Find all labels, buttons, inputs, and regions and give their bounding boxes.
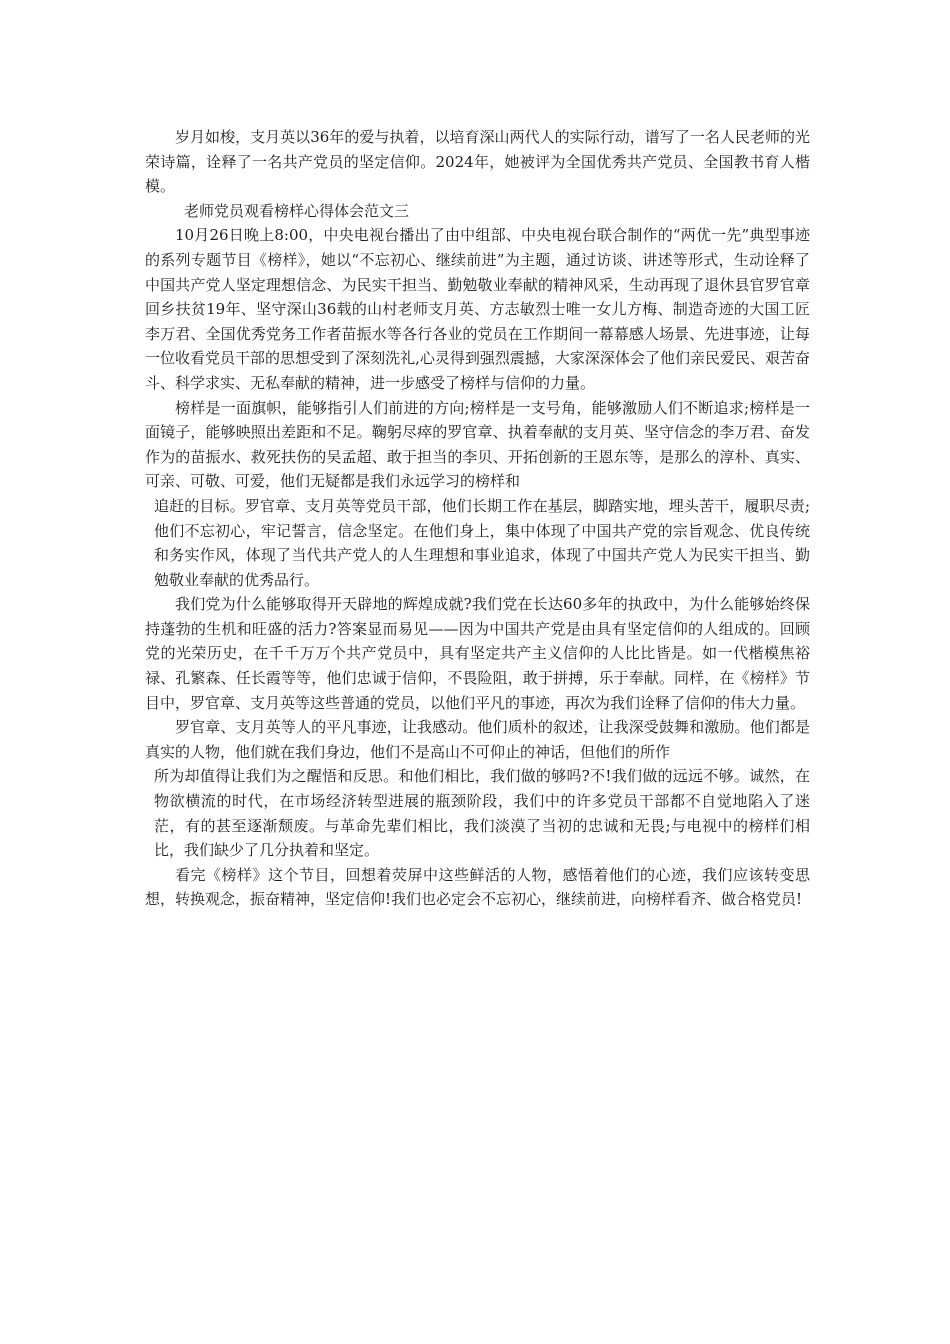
- document-body: [145, 125, 810, 912]
- section-heading: 老师党员观看榜样心得体会范文三: [184, 201, 410, 220]
- paragraph-conclusion: 看完《榜样》这个节目，回想着荧屏中这些鲜活的人物，感悟着他们的心迹，我们应该转变思想，转换观念，振奋精神，坚定信仰!我们也必定会不忘初心，继续前进，向榜样看齐、做合格党员!: [145, 865, 810, 909]
- paragraph-role-models: 榜样是一面旗帜，能够指引人们前进的方向;榜样是一支号角，能够激励人们不断追求;榜样是一面镜子，能够映照出差距和不足。鞠躬尽瘁的罗官章、执着奉献的支月英、坚守信念的李万君、奋发作为的苗振水、救死扶伤的吴孟超、敢于担当的李贝、开拓创新的王恩东等，是那么的淳朴、真实、可亲、可敬、可爱，他们无疑都是我们永远学习的榜样和: [145, 398, 810, 491]
- paragraph-intro: 岁月如梭，支月英以36年的爱与执着，以培育深山两代人的实际行动，谱写了一名人民老师的光荣诗篇，诠释了一名共产党员的坚定信仰。2024年，她被评为全国优秀共产党员、全国教书育人楷模。: [145, 128, 810, 196]
- paragraph-party-faith: 我们党为什么能够取得开天辟地的辉煌成就?我们党在长达60多年的执政中，为什么能够始终保持蓬勃的生机和旺盛的活力?答案显而易见——因为中国共产党是由具有坚定信仰的人组成的。回顾党的光荣历史，在千千万万个共产党员中，具有坚定共产主义信仰的人比比皆是。如一代楷模焦裕禄、孔繁森、任长霞等等，他们忠诚于信仰，不畏险阻，敢于拼搏，乐于奉献。同样，在《榜样》节目中，罗官章、支月英等这些普通的党员，以他们平凡的事迹，再次为我们诠释了信仰的伟大力量。: [145, 595, 810, 712]
- paragraph-broadcast: 10月26日晚上8:00，中央电视台播出了由中组部、中央电视台联合制作的“两优一先”典型事迹的系列专题节目《榜样》，她以“不忘初心、继续前进”为主题，通过访谈、讲述等形式，生动诠释了中国共产党人坚定理想信念、为民实干担当、勤勉敬业奉献的精神风采，生动再现了退休县官罗官章回乡扶贫19年、坚守深山36载的山村老师支月英、方志敏烈士唯一女儿方梅、制造奇迹的大国工匠李万君、全国优秀党务工作者苗振水等各行各业的党员在工作期间一幕幕感人场景、先进事迹，让每一位收看党员干部的思想受到了深刻洗礼,心灵得到强烈震撼，大家深深体会了他们亲民爱民、艰苦奋斗、科学求实、无私奉献的精神，进一步感受了榜样与信仰的力量。: [145, 226, 810, 392]
- paragraph-moved-continued: 所为却值得让我们为之醒悟和反思。和他们相比，我们做的够吗?不!我们做的远远不够。诚然，在物欲横流的时代，在市场经济转型进展的瓶颈阶段，我们中的许多党员干部都不自觉地陷入了迷茫，有的甚至逐渐颓废。与革命先辈们相比，我们淡漠了当初的忠诚和无畏;与电视中的榜样们相比，我们缺少了几分执着和坚定。: [154, 767, 810, 860]
- paragraph-moved: 罗官章、支月英等人的平凡事迹，让我感动。他们质朴的叙述，让我深受鼓舞和激励。他们都是真实的人物，他们就在我们身边，他们不是高山不可仰止的神话，但他们的所作: [145, 718, 810, 761]
- paragraph-role-models-continued: 追赶的目标。罗官章、支月英等党员干部，他们长期工作在基层，脚踏实地，埋头苦干，履职尽责;他们不忘初心，牢记誓言，信念坚定。在他们身上，集中体现了中国共产党的宗旨观念、优良传统和务实作风，体现了当代共产党人的人生理想和事业追求，体现了中国共产党人为民实干担当、勤勉敬业奉献的优秀品行。: [154, 496, 810, 589]
